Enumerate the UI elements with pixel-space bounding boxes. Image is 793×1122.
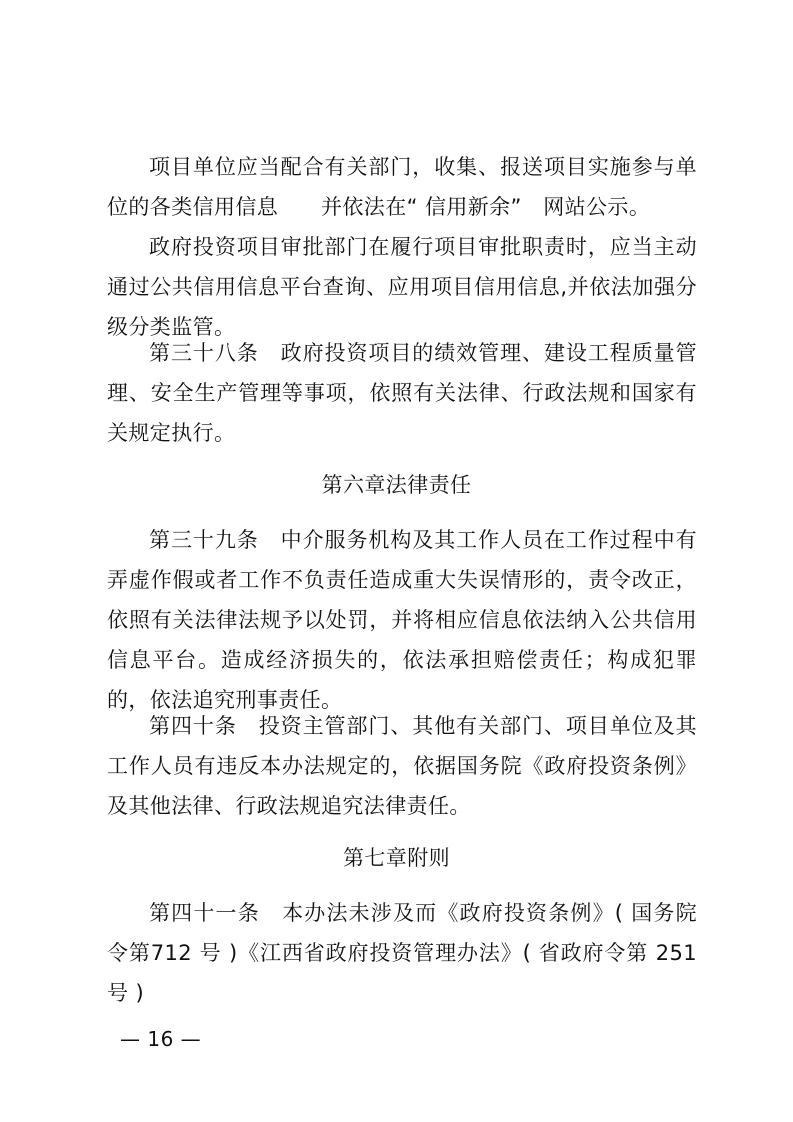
chapter-6-heading: 第六章法律责任 (321, 473, 472, 497)
paragraph-project-unit-credit: 项目单位应当配合有关部门，收集、报送项目实施参与单位的各类信用信息 并依法在“ 信用新余” 网站公示。 (107, 155, 697, 219)
paragraph-article-40: 第四十条 投资主管部门、其他有关部门、项目单位及其工作人员有违反本办法规定的，依据国务院《政府投资条例》及其他法律、行政法规追究法律责任。 (107, 714, 697, 818)
paragraph-article-39: 第三十九条 中介服务机构及其工作人员在工作过程中有弄虚作假或者工作不负责任造成重大失误情形的，责令改正，依照有关法律法规予以处罚，并将相应信息依法纳入公共信用信息平台。造成经济损失的，依法承担赔偿责任；构成犯罪的，依法追究刑事责任。 (107, 528, 697, 712)
page-number: — 16 — (120, 1027, 202, 1051)
paragraph-approval-department: 政府投资项目审批部门在履行项目审批职责时，应当主动通过公共信用信息平台查询、应用项目信用信息,并依法加强分级分类监管。 (107, 235, 697, 339)
chapter-7-heading: 第七章附则 (343, 846, 450, 870)
paragraph-article-38: 第三十八条 政府投资项目的绩效管理、建设工程质量管理、安全生产管理等事项，依照有关法律、行政法规和国家有关规定执行。 (107, 341, 697, 445)
paragraph-article-41: 第四十一条 本办法未涉及而《政府投资条例》( 国务院令第712 号 )《江西省政府投资管理办法》( 省政府令第 251 号 ) (107, 901, 697, 1005)
